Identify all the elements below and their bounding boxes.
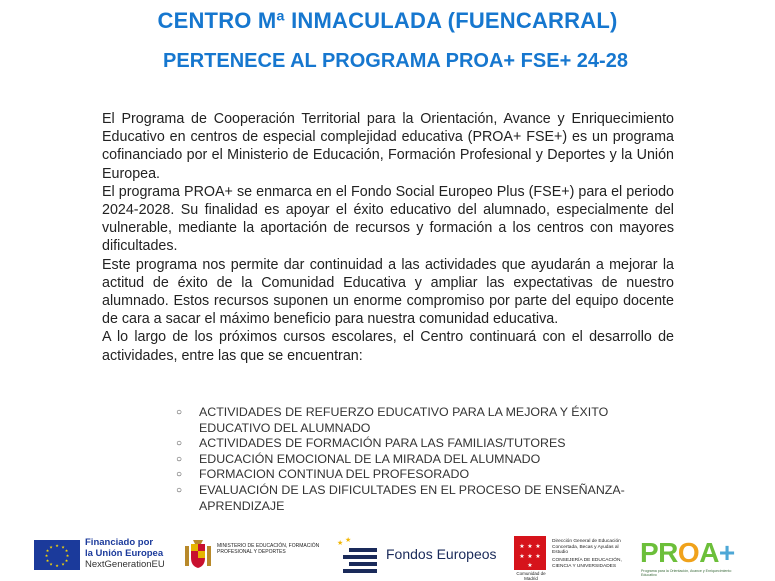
svg-text:★: ★ [345,536,352,544]
paragraph-continuity: Este programa nos permite dar continuidad a las actividades que ayudarán a mejorar la actitud de éxito de la Comunidad Educativa y ampliar las expectativas de nuestro alumnado. Estos recursos suponen un enorme compromiso por parte del equipo docente de cara a sacar el máximo beneficio para nuestra comunidad educativa. [102,256,674,328]
eu-funding-text: Financiado por la Unión Europea NextGenerationEU [85,537,165,570]
svg-text:★: ★ [45,548,50,553]
svg-text:★: ★ [527,543,533,550]
body-text [102,110,674,365]
svg-text:★: ★ [55,563,59,568]
svg-text:★: ★ [65,553,70,558]
bullet-icon: ○ [176,469,183,481]
svg-text:★: ★ [64,548,69,553]
bullet-icon: ○ [176,453,183,465]
logo-footer [0,530,775,581]
list-item: ○ EVALUACIÓN DE LAS DIFICULTADES EN EL PROCESO DE ENSEÑANZA-APRENDIZAJE [176,482,625,513]
page-subtitle: PERTENECE AL PROGRAMA PROA+ FSE+ 24-28 [163,50,628,72]
list-item: ○ ACTIVIDADES DE FORMACIÓN PARA LAS FAMILIAS/TUTORES [176,436,566,451]
comunidad-madrid-caption: Comunidad de Madrid [516,571,546,581]
svg-text:★: ★ [527,562,533,569]
svg-text:★: ★ [61,561,65,567]
svg-text:★: ★ [55,543,59,548]
ministry-text: MINISTERIO DE EDUCACIÓN, FORMACIÓN PROFESIONAL Y DEPORTES [217,543,320,555]
bullet-icon: ○ [176,484,183,496]
list-item: ○ EDUCACIÓN EMOCIONAL DE LA MIRADA DEL ALUMNADO [176,451,541,466]
consejeria-text: Dirección General de Educación Concertada, Becas y Ayudas al Estudio CONSEJERÍA DE EDUCACIÓN, CIENCIA Y UNIVERSIDADES [552,539,622,569]
svg-text:★: ★ [49,561,53,567]
list-item: ○ ACTIVIDADES DE REFUERZO EDUCATIVO PARA LA MEJORA Y ÉXITO EDUCATIVO DEL ALUMNADO [176,405,609,435]
svg-text:★: ★ [535,553,541,560]
eu-flag-icon [34,540,80,570]
bullet-icon: ○ [176,438,183,450]
fondos-europeos-icon [335,536,381,576]
page-title: CENTRO Mª INMACULADA (FUENCARRAL) [157,8,618,33]
svg-text:★: ★ [64,558,69,563]
svg-text:★: ★ [49,544,53,550]
proa-logo: PROA+ [640,537,735,568]
svg-text:★: ★ [535,543,541,550]
bullet-icon: ○ [176,407,183,418]
paragraph-activities-intro: A lo largo de los próximos cursos escolares, el Centro continuará con el desarrollo de actividades, entre las que se encuentran: [102,329,674,364]
proa-subtitle: Programa para la Orientación, Avance y Enriquecimiento Educativo [641,569,732,577]
comunidad-madrid-icon [514,536,546,570]
svg-text:★: ★ [61,544,65,550]
paragraph-fse: El programa PROA+ se enmarca en el Fondo Social Europeo Plus (FSE+) para el periodo 2024-2028. Su finalidad es apoyar el éxito educativo del alumnado, especialmente del vulnerable, mediante la aportación de recursos y formación a los centros con mayores dificultades. [102,183,674,255]
svg-text:★: ★ [527,553,533,560]
svg-text:★: ★ [45,558,50,563]
svg-text:★: ★ [519,553,525,560]
svg-text:★: ★ [44,553,49,558]
activities-list [176,405,676,514]
svg-text:★: ★ [337,539,344,547]
spain-coat-of-arms-icon [183,538,213,572]
svg-text:★: ★ [519,543,525,550]
list-item: ○ FORMACION CONTINUA DEL PROFESORADO [176,467,470,482]
fondos-europeos-text: Fondos Europeos [386,546,497,562]
paragraph-intro: El Programa de Cooperación Territorial para la Orientación, Avance y Enriquecimiento Educativo en centros de especial complejidad educativa (PROA+ FSE+) es un programa cofinanciado por el Ministerio de Educación, Formación Profesional y Deportes y la Unión Europea. [102,111,674,182]
